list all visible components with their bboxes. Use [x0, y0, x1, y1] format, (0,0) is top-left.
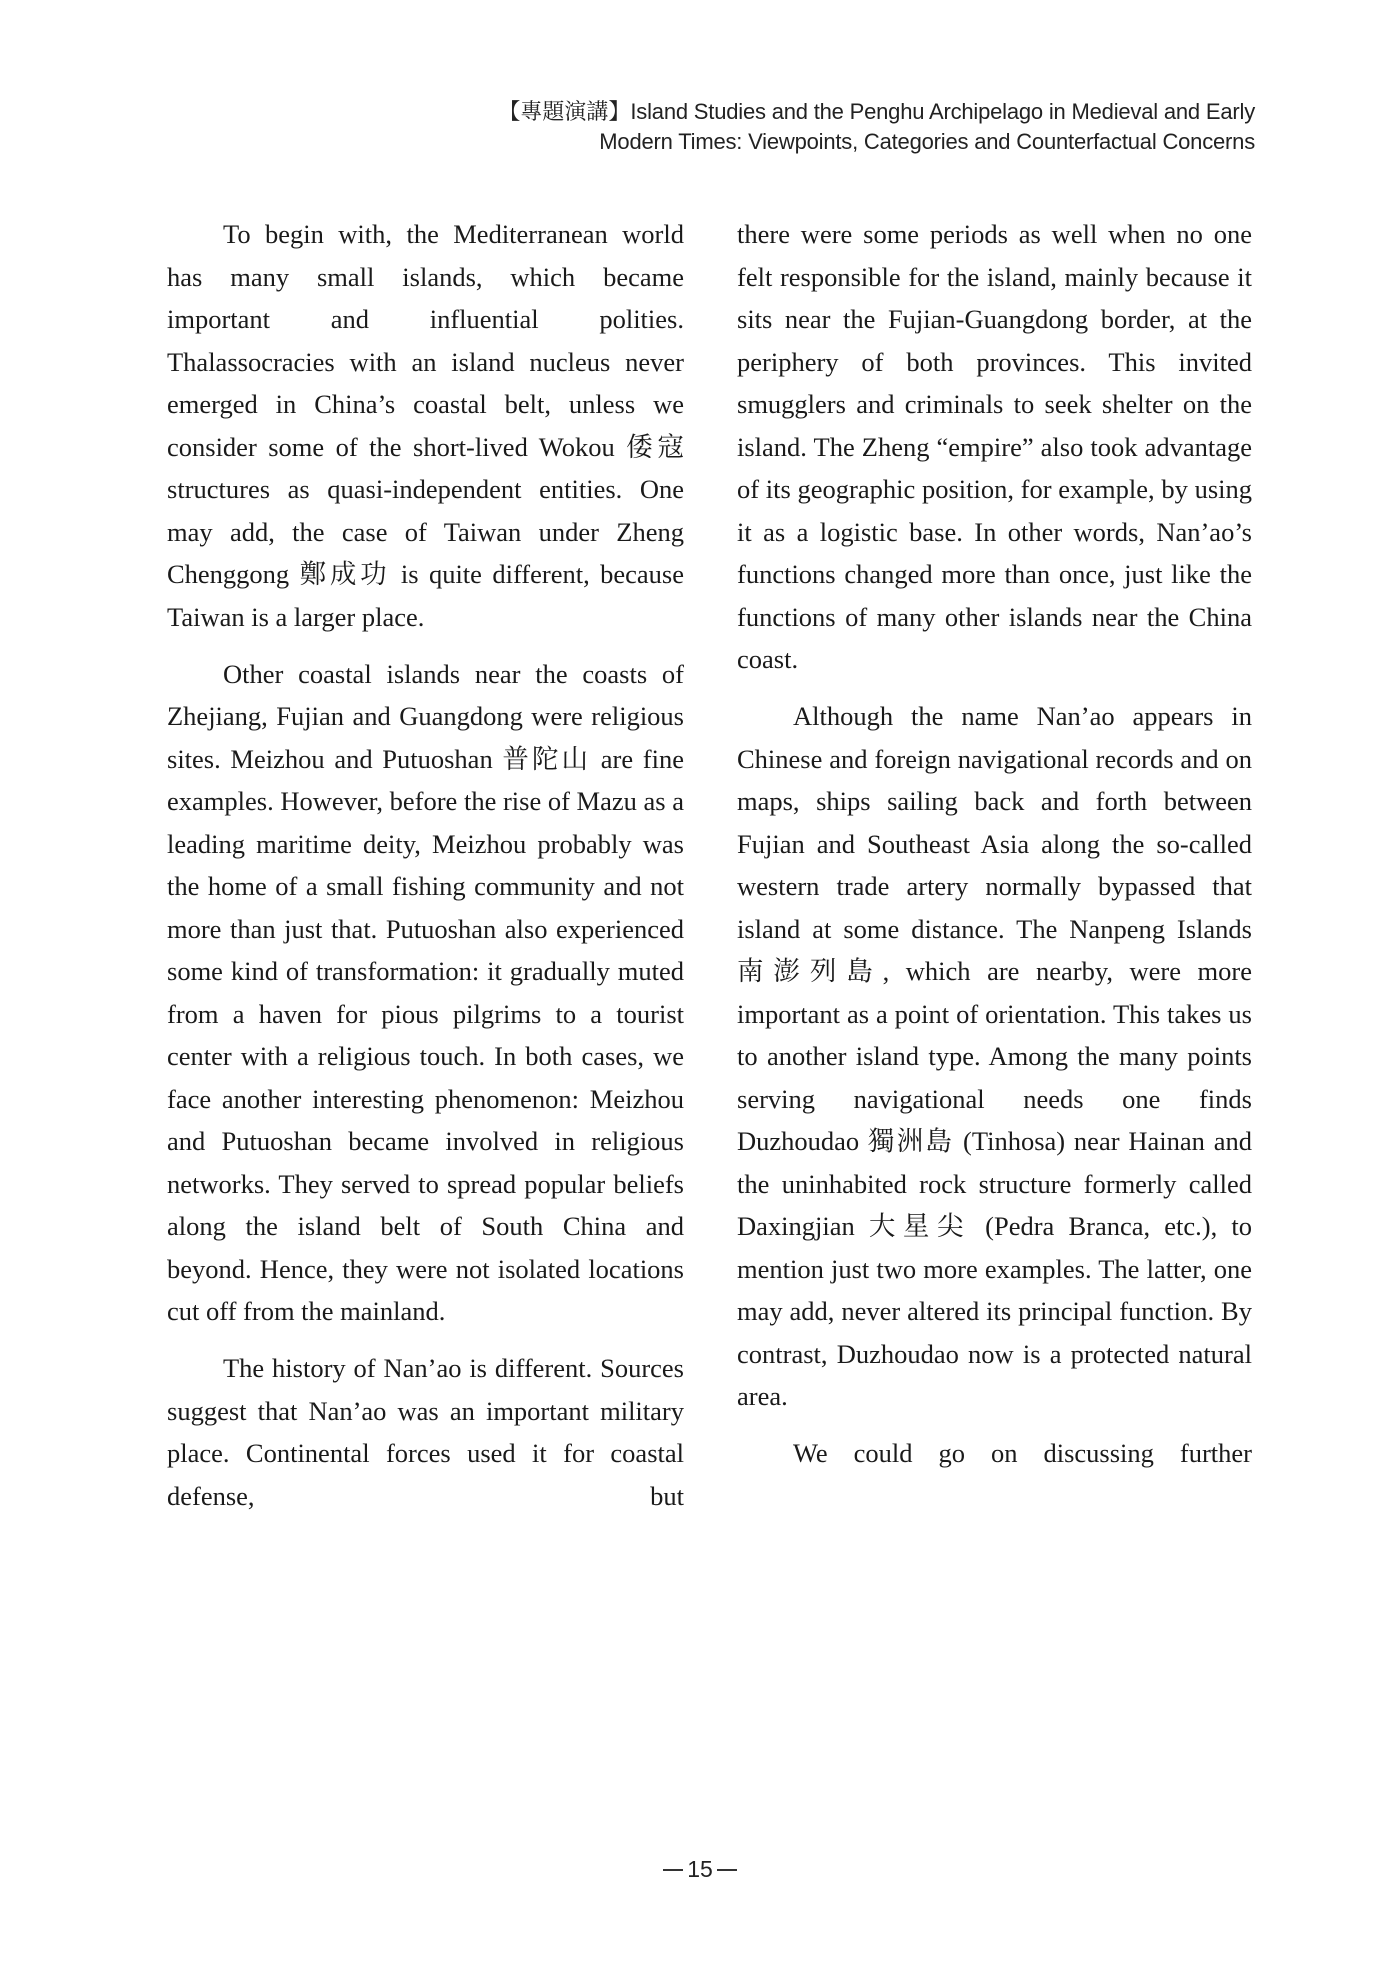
article-title-line-1: Island Studies and the Penghu Archipelago in Medieval and Early [630, 99, 1255, 124]
running-header [340, 97, 1255, 157]
page-number-dash-left [663, 1869, 683, 1871]
left-column [167, 213, 684, 1532]
section-tag: 【專題演講】 [498, 99, 631, 124]
paragraph-nanao-continued: there were some periods as well when no one felt responsible for the island, mainly because it sits near the Fujian-Guangdong border, at the periphery of both provinces. This invited smugglers and criminals to seek shelter on the island. The Zheng “empire” also took advantage of its geographic position, for example, by using it as a logistic base. In other words, Nan’ao’s functions changed more than once, just like the functions of many other islands near the China coast. [737, 219, 1252, 674]
running-header-line-1 [340, 97, 1255, 127]
article-title-line-2: Modern Times: Viewpoints, Categories and Counterfactual Concerns [599, 129, 1255, 154]
page-number [0, 1856, 1400, 1883]
page-number-value: 15 [687, 1856, 713, 1882]
paragraph-nanao-history: The history of Nan’ao is different. Sources suggest that Nan’ao was an important military place. Continental forces used it for coastal defense, but [167, 1353, 684, 1511]
page-number-dash-right [717, 1869, 737, 1871]
paragraph-coastal-islands: Other coastal islands near the coasts of Zhejiang, Fujian and Guangdong were religious sites. Meizhou and Putuoshan 普陀山 are fine examples. However, before the rise of Mazu as a leading maritime deity, Meizhou probably was the home of a small fishing community and not more than just that. Putuoshan also experienced some kind of transformation: it gradually muted from a haven for pious pilgrims to a tourist center with a religious touch. In both cases, we face another interesting phenomenon: Meizhou and Putuoshan became involved in religious networks. They served to spread popular beliefs along the island belt of South China and beyond. Hence, they were not isolated locations cut off from the mainland. [167, 658, 684, 1326]
paragraph-navigation-islands: Although the name Nan’ao appears in Chinese and foreign navigational records and on maps, ships sailing back and forth between Fujian and Southeast Asia along the so-called western trade artery normally bypassed that island at some distance. The Nanpeng Islands 南澎列島, which are nearby, were more important as a point of orientation. This takes us to another island type. Among the many points serving navigational needs one finds Duzhoudao 獨洲島 (Tinhosa) near Hainan and the uninhabited rock structure formerly called Daxingjian 大星尖 (Pedra Branca, etc.), to mention just two more examples. The latter, one may add, never altered its principal function. By contrast, Duzhoudao now is a protected natural area. [737, 701, 1252, 1411]
paragraph-further-discussion: We could go on discussing further [793, 1438, 1252, 1468]
paragraph-mediterranean: To begin with, the Mediterranean world has many small islands, which became important and influential polities. Thalassocracies with an island nucleus never emerged in China’s coastal belt, unless we consider some of the short-lived Wokou 倭寇 structures as quasi-independent entities. One may add, the case of Taiwan under Zheng Chenggong 鄭成功 is quite different, because Taiwan is a larger place. [167, 219, 684, 632]
right-column [737, 213, 1252, 1489]
